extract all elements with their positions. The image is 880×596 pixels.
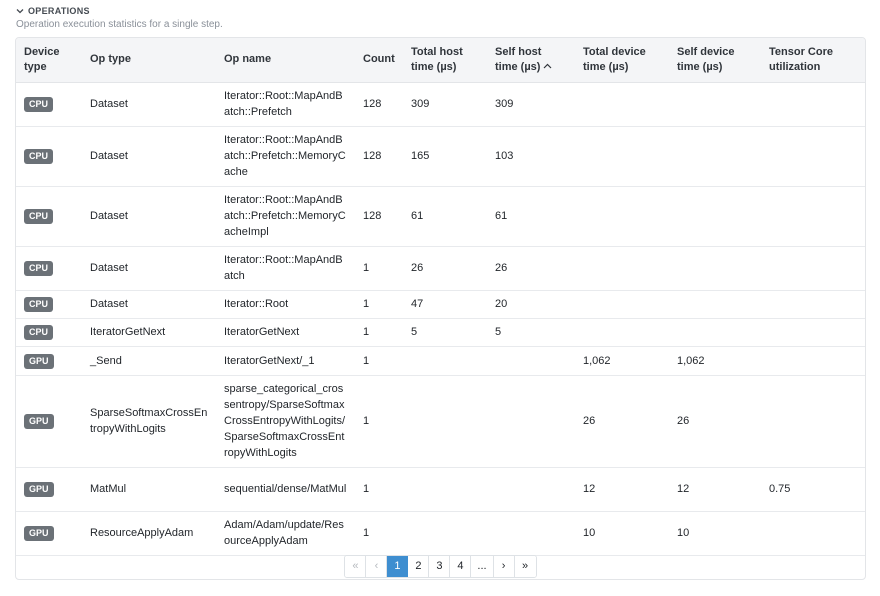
op-name-cell: Iterator::Root::MapAndBatch::Prefetch bbox=[216, 82, 355, 126]
column-header-device-type[interactable]: Device type bbox=[16, 38, 82, 82]
op-type-cell: Dataset bbox=[82, 246, 216, 290]
column-header-label: Self host time (µs) bbox=[495, 45, 542, 73]
total-host-time-cell bbox=[403, 346, 487, 375]
self-host-time-cell: 309 bbox=[487, 82, 575, 126]
operations-table-card bbox=[15, 37, 866, 580]
table-row bbox=[16, 290, 866, 318]
count-cell: 1 bbox=[355, 246, 403, 290]
count-cell: 128 bbox=[355, 82, 403, 126]
total-host-time-cell bbox=[403, 511, 487, 555]
count-cell: 1 bbox=[355, 511, 403, 555]
device-type-cell bbox=[16, 126, 82, 186]
total-host-time-cell: 26 bbox=[403, 246, 487, 290]
self-device-time-cell bbox=[669, 126, 761, 186]
op-type-cell: ResourceApplyAdam bbox=[82, 511, 216, 555]
self-device-time-cell bbox=[669, 290, 761, 318]
device-badge: CPU bbox=[24, 325, 53, 340]
op-name-cell: sequential/dense/MatMul bbox=[216, 467, 355, 511]
op-type-cell: IteratorGetNext bbox=[82, 318, 216, 346]
self-host-time-cell: 20 bbox=[487, 290, 575, 318]
table-row bbox=[16, 346, 866, 375]
column-header-self-device-time[interactable]: Self device time (µs) bbox=[669, 38, 761, 82]
device-badge: GPU bbox=[24, 526, 54, 541]
total-device-time-cell bbox=[575, 290, 669, 318]
total-device-time-cell bbox=[575, 82, 669, 126]
self-host-time-cell: 61 bbox=[487, 186, 575, 246]
self-host-time-cell: 26 bbox=[487, 246, 575, 290]
op-type-cell: _Send bbox=[82, 346, 216, 375]
device-badge: GPU bbox=[24, 482, 54, 497]
device-type-cell bbox=[16, 346, 82, 375]
pagination bbox=[344, 555, 536, 578]
table-row bbox=[16, 375, 866, 467]
self-device-time-cell: 12 bbox=[669, 467, 761, 511]
op-type-cell: Dataset bbox=[82, 82, 216, 126]
total-host-time-cell: 165 bbox=[403, 126, 487, 186]
device-type-cell bbox=[16, 375, 82, 467]
op-type-cell: Dataset bbox=[82, 290, 216, 318]
total-host-time-cell bbox=[403, 375, 487, 467]
total-device-time-cell bbox=[575, 246, 669, 290]
tensor-core-cell bbox=[761, 246, 866, 290]
total-device-time-cell: 10 bbox=[575, 511, 669, 555]
total-host-time-cell: 309 bbox=[403, 82, 487, 126]
op-type-cell: Dataset bbox=[82, 126, 216, 186]
tensor-core-cell: 0.75 bbox=[761, 467, 866, 511]
self-host-time-cell: 5 bbox=[487, 318, 575, 346]
total-device-time-cell: 26 bbox=[575, 375, 669, 467]
op-name-cell: Adam/Adam/update/ResourceApplyAdam bbox=[216, 511, 355, 555]
table-row bbox=[16, 126, 866, 186]
operations-table bbox=[16, 38, 866, 556]
total-host-time-cell bbox=[403, 467, 487, 511]
tensor-core-cell bbox=[761, 318, 866, 346]
self-device-time-cell bbox=[669, 186, 761, 246]
device-badge: GPU bbox=[24, 414, 54, 429]
tensor-core-cell bbox=[761, 186, 866, 246]
table-row bbox=[16, 246, 866, 290]
count-cell: 1 bbox=[355, 375, 403, 467]
column-header-total-host-time[interactable]: Total host time (µs) bbox=[403, 38, 487, 82]
total-device-time-cell bbox=[575, 186, 669, 246]
device-type-cell bbox=[16, 318, 82, 346]
prev-page-button[interactable]: ‹ bbox=[366, 556, 387, 577]
device-type-cell bbox=[16, 467, 82, 511]
tensor-core-cell bbox=[761, 82, 866, 126]
count-cell: 128 bbox=[355, 186, 403, 246]
column-header-op-type[interactable]: Op type bbox=[82, 38, 216, 82]
page-button-3[interactable]: 3 bbox=[429, 556, 450, 577]
section-title: OPERATIONS bbox=[28, 6, 90, 16]
total-device-time-cell bbox=[575, 126, 669, 186]
self-device-time-cell: 1,062 bbox=[669, 346, 761, 375]
device-badge: CPU bbox=[24, 149, 53, 164]
total-device-time-cell: 1,062 bbox=[575, 346, 669, 375]
last-page-button[interactable]: » bbox=[515, 556, 536, 577]
op-type-cell: MatMul bbox=[82, 467, 216, 511]
pagination-bar bbox=[16, 553, 865, 579]
first-page-button[interactable]: « bbox=[345, 556, 366, 577]
device-type-cell bbox=[16, 511, 82, 555]
op-name-cell: Iterator::Root bbox=[216, 290, 355, 318]
op-name-cell: Iterator::Root::MapAndBatch bbox=[216, 246, 355, 290]
self-host-time-cell: 103 bbox=[487, 126, 575, 186]
device-type-cell bbox=[16, 246, 82, 290]
self-device-time-cell: 26 bbox=[669, 375, 761, 467]
next-page-button[interactable]: › bbox=[494, 556, 515, 577]
self-host-time-cell bbox=[487, 467, 575, 511]
table-row bbox=[16, 318, 866, 346]
op-name-cell: IteratorGetNext/_1 bbox=[216, 346, 355, 375]
tensor-core-cell bbox=[761, 346, 866, 375]
total-host-time-cell: 5 bbox=[403, 318, 487, 346]
self-device-time-cell: 10 bbox=[669, 511, 761, 555]
total-device-time-cell: 12 bbox=[575, 467, 669, 511]
total-host-time-cell: 61 bbox=[403, 186, 487, 246]
column-header-total-device-time[interactable]: Total device time (µs) bbox=[575, 38, 669, 82]
count-cell: 1 bbox=[355, 467, 403, 511]
tensor-core-cell bbox=[761, 290, 866, 318]
total-device-time-cell bbox=[575, 318, 669, 346]
device-type-cell bbox=[16, 186, 82, 246]
device-badge: CPU bbox=[24, 261, 53, 276]
section-subtitle: Operation execution statistics for a single step. bbox=[16, 19, 223, 30]
self-host-time-cell bbox=[487, 511, 575, 555]
op-type-cell: Dataset bbox=[82, 186, 216, 246]
device-badge: GPU bbox=[24, 354, 54, 369]
count-cell: 128 bbox=[355, 126, 403, 186]
self-host-time-cell bbox=[487, 346, 575, 375]
device-badge: CPU bbox=[24, 209, 53, 224]
op-name-cell: Iterator::Root::MapAndBatch::Prefetch::MemoryCacheImpl bbox=[216, 186, 355, 246]
table-row bbox=[16, 82, 866, 126]
page-button-2[interactable]: 2 bbox=[408, 556, 429, 577]
self-device-time-cell bbox=[669, 82, 761, 126]
table-row bbox=[16, 186, 866, 246]
total-host-time-cell: 47 bbox=[403, 290, 487, 318]
column-header-self-host-time[interactable] bbox=[487, 38, 575, 82]
chevron-down-icon[interactable] bbox=[16, 7, 24, 15]
device-badge: CPU bbox=[24, 97, 53, 112]
op-name-cell: Iterator::Root::MapAndBatch::Prefetch::MemoryCache bbox=[216, 126, 355, 186]
section-header[interactable] bbox=[16, 6, 90, 16]
sort-ascending-icon bbox=[543, 62, 552, 71]
pagination-ellipsis[interactable]: ... bbox=[471, 556, 493, 577]
count-cell: 1 bbox=[355, 346, 403, 375]
device-badge: CPU bbox=[24, 297, 53, 312]
column-header-op-name[interactable]: Op name bbox=[216, 38, 355, 82]
column-header-count[interactable]: Count bbox=[355, 38, 403, 82]
tensor-core-cell bbox=[761, 126, 866, 186]
page-button-4[interactable]: 4 bbox=[450, 556, 471, 577]
op-name-cell: sparse_categorical_crossentropy/SparseSoftmaxCrossEntropyWithLogits/SparseSoftmaxCrossEntropyWithLogits bbox=[216, 375, 355, 467]
device-type-cell bbox=[16, 290, 82, 318]
self-device-time-cell bbox=[669, 318, 761, 346]
tensor-core-cell bbox=[761, 511, 866, 555]
page-button-1[interactable]: 1 bbox=[387, 556, 408, 577]
self-host-time-cell bbox=[487, 375, 575, 467]
column-header-tensor-core-utilization[interactable]: Tensor Core utilization bbox=[761, 38, 866, 82]
table-row bbox=[16, 467, 866, 511]
op-name-cell: IteratorGetNext bbox=[216, 318, 355, 346]
tensor-core-cell bbox=[761, 375, 866, 467]
device-type-cell bbox=[16, 82, 82, 126]
count-cell: 1 bbox=[355, 290, 403, 318]
count-cell: 1 bbox=[355, 318, 403, 346]
table-row bbox=[16, 511, 866, 555]
self-device-time-cell bbox=[669, 246, 761, 290]
table-header-row bbox=[16, 38, 866, 82]
op-type-cell: SparseSoftmaxCrossEntropyWithLogits bbox=[82, 375, 216, 467]
